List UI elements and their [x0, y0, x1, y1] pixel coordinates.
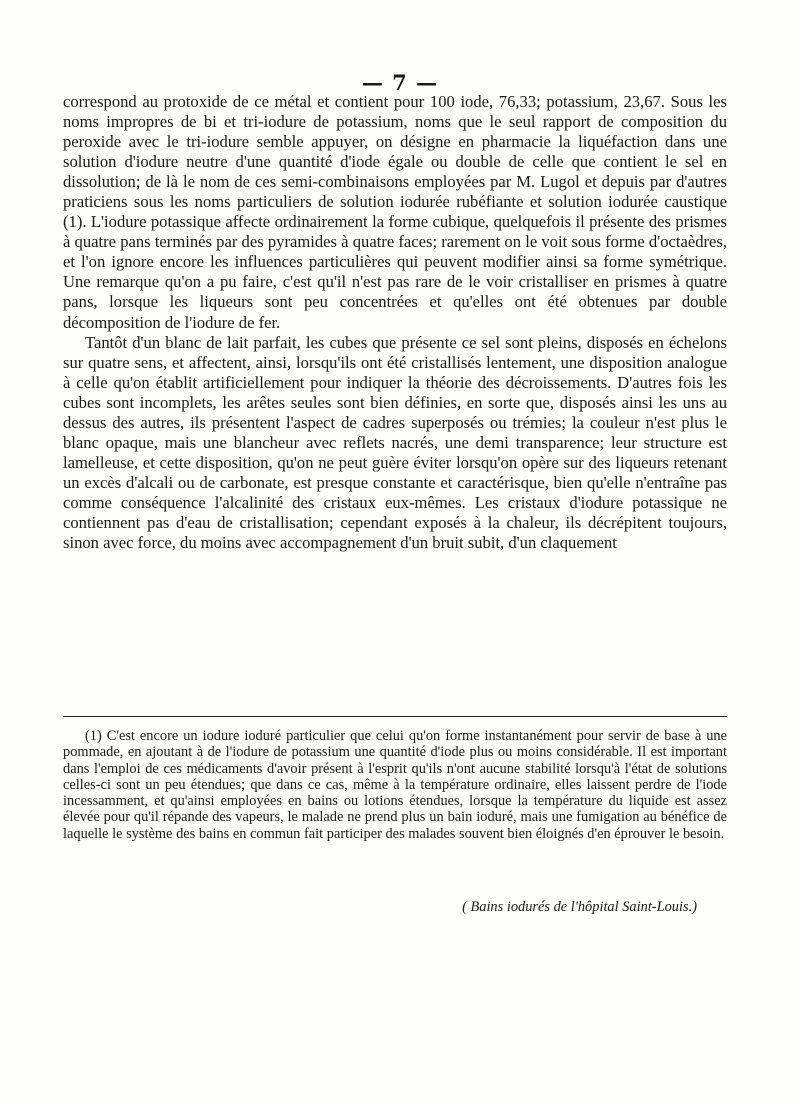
footnote-text: (1) C'est encore un iodure ioduré particulier que celui qu'on forme instantanément pour servir de base à une pommade, en ajoutant à de l'iodure de potassium une quantité d'iode plus ou moins considérable. Il est important dans l'emploi de ces médicaments d'avoir présent à l'esprit qu'ils n'ont aucune stabilité lorsqu'à l'état de solutions celles-ci sont un peu étendues; que dans ce cas, même à la température ordinaire, elles laissent perdre de l'iode incessamment, et qu'ainsi employées en bains ou lotions étendues, lorsque la température du liquide est assez élevée pour qu'il répande des vapeurs, le malade ne prend plus un bain ioduré, mais une fumigation au bénéfice de laquelle le système des bains en commun fait participer des malades souvent bien éloignés d'en éprouver le besoin.: [63, 728, 727, 842]
paragraph-1: correspond au protoxide de ce métal et contient pour 100 iode, 76,33; potassium, 23,67. Sous les noms impropres de bi et tri-iodure de potassium, noms que le seul rapport de composition du peroxide avec le tri-iodure semble appuyer, on désigne en pharmacie la liquéfaction dans une solution d'iodure neutre d'une quantité d'iode égale ou double de celle que contient le sel en dissolution; de là le nom de ces semi-combinaisons employées par M. Lugol et depuis par d'autres praticiens sous les noms particuliers de solution iodurée rubéfiante et solution iodurée caustique (1). L'iodure potassique affecte ordinairement la forme cubique, quelquefois il présente des prismes à quatre pans terminés par des pyramides à quatre faces; rarement on le voit sous forme d'octaèdres, et l'on ignore encore les influences particulières qui peuvent modifier ainsi sa forme symétrique. Une remarque qu'on a pu faire, c'est qu'il n'est pas rare de le voir cristalliser en prismes à quatre pans, lorsque les liqueurs sont peu concentrées et qu'elles ont été obtenues par double décomposition de l'iodure de fer.: [63, 92, 727, 332]
footnote-source: ( Bains iodurés de l'hôpital Saint-Louis.): [462, 899, 697, 915]
main-text: [63, 92, 727, 553]
footnote-separator: [63, 716, 727, 717]
page-number: — 7 —: [361, 70, 439, 95]
footnote: [63, 728, 727, 842]
paragraph-2: Tantôt d'un blanc de lait parfait, les cubes que présente ce sel sont pleins, disposés en échelons sur quatre sens, et affectent, ainsi, lorsqu'ils ont été cristallisés lentement, une disposition analogue à celle qu'on établit artificiellement pour indiquer la théorie des décroissements. D'autres fois les cubes sont incomplets, les arêtes seules sont bien définies, en sorte que, disposés ainsi les uns au dessus des autres, ils présentent l'aspect de cadres superposés ou trémies; la couleur n'est plus le blanc opaque, mais une blancheur avec reflets nacrés, une demi transparence; leur structure est lamelleuse, et cette disposition, qu'on ne peut guère éviter lorsqu'on opère sur des liqueurs retenant un excès d'alcali ou de carbonate, est presque constante et caractérisque, bien qu'elle n'entraîne pas comme conséquence l'alcalinité des cristaux eux-mêmes. Les cristaux d'iodure potassique ne contiennent pas d'eau de cristallisation; cependant exposés à la chaleur, ils décrépitent toujours, sinon avec force, du moins avec accompagnement d'un bruit subit, d'un claquement: [63, 332, 727, 553]
